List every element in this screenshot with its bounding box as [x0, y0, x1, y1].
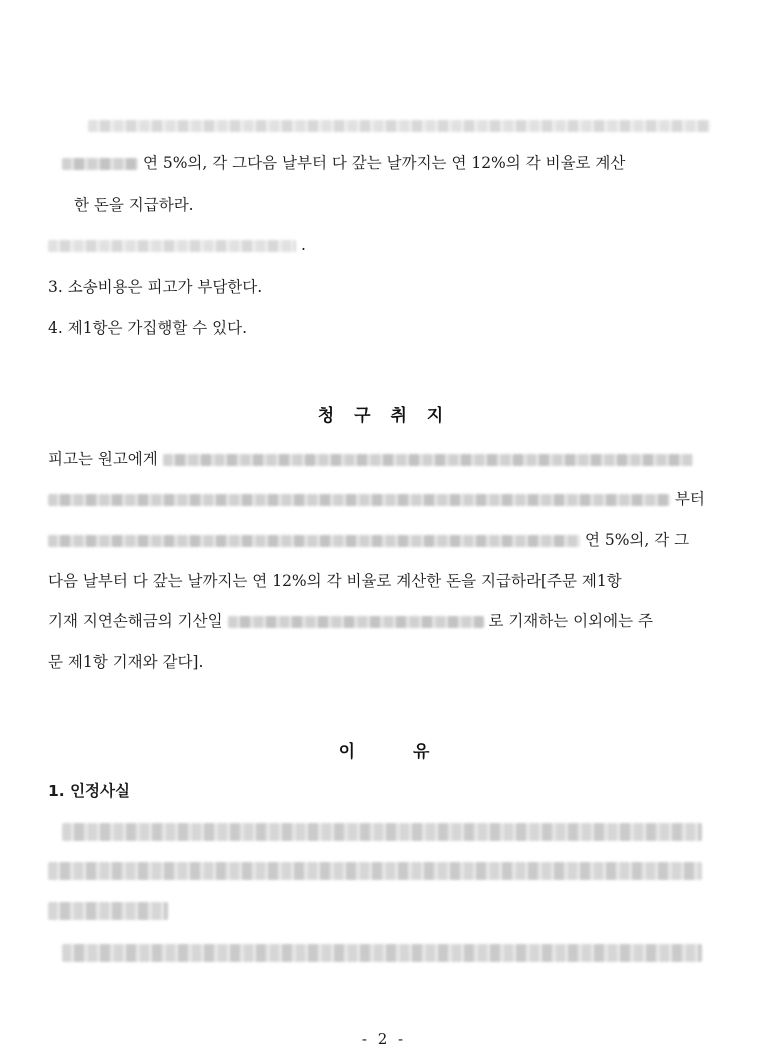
redacted-text: [62, 823, 702, 841]
claim-line-5-text-a: 기재 지연손해금의 기산일: [48, 612, 223, 630]
redacted-text: [48, 535, 580, 547]
order-item-2-text: .: [300, 236, 306, 254]
claim-line-6: 문 제1항 기재와 같다].: [48, 653, 204, 671]
fact-redacted-line-3: [48, 899, 168, 921]
order-item-2: [48, 234, 306, 256]
order-item-4: 4. 제1항은 가집행할 수 있다.: [48, 319, 248, 337]
fact-redacted-line-4: [62, 941, 702, 963]
claim-line-1-text: 피고는 원고에게: [48, 450, 158, 468]
claim-line-5-text-b: 로 기재하는 이외에는 주: [488, 612, 653, 630]
order-redacted-line-1: [88, 114, 710, 136]
reason-heading: [0, 737, 768, 762]
claim-line-3-text: 연 5%의, 각 그: [584, 531, 690, 549]
order-line-2-text: 연 5%의, 각 그다음 날부터 다 갚는 날까지는 연 12%의 각 비율로 계산: [142, 154, 626, 172]
redacted-text: [88, 120, 710, 132]
reason-heading-text: 이 유: [338, 742, 430, 762]
redacted-text: [163, 454, 693, 466]
redacted-text: [62, 944, 702, 962]
redacted-text: [48, 240, 296, 252]
redacted-text: [62, 158, 138, 170]
claim-line-2: [48, 488, 705, 510]
page-number: - 2 -: [361, 1030, 407, 1048]
order-line-3: 한 돈을 지급하라.: [74, 196, 194, 214]
fact-finding-title: 1. 인정사실: [48, 782, 130, 800]
fact-redacted-line-1: [62, 820, 702, 842]
claim-heading: 청 구 취 지: [317, 406, 451, 426]
claim-line-4: 다음 날부터 다 갚는 날까지는 연 12%의 각 비율로 계산한 돈을 지급하라[주문 제1항: [48, 572, 622, 590]
fact-redacted-line-2: [48, 859, 702, 881]
claim-line-1: [48, 448, 693, 470]
redacted-text: [48, 862, 702, 880]
order-line-2: [62, 152, 625, 174]
claim-line-2-text: 부터: [674, 490, 705, 508]
order-item-3: 3. 소송비용은 피고가 부담한다.: [48, 278, 263, 296]
redacted-text: [228, 616, 484, 628]
redacted-text: [48, 494, 670, 506]
redacted-text: [48, 902, 168, 920]
claim-line-5: [48, 610, 653, 632]
claim-line-3: [48, 529, 689, 551]
